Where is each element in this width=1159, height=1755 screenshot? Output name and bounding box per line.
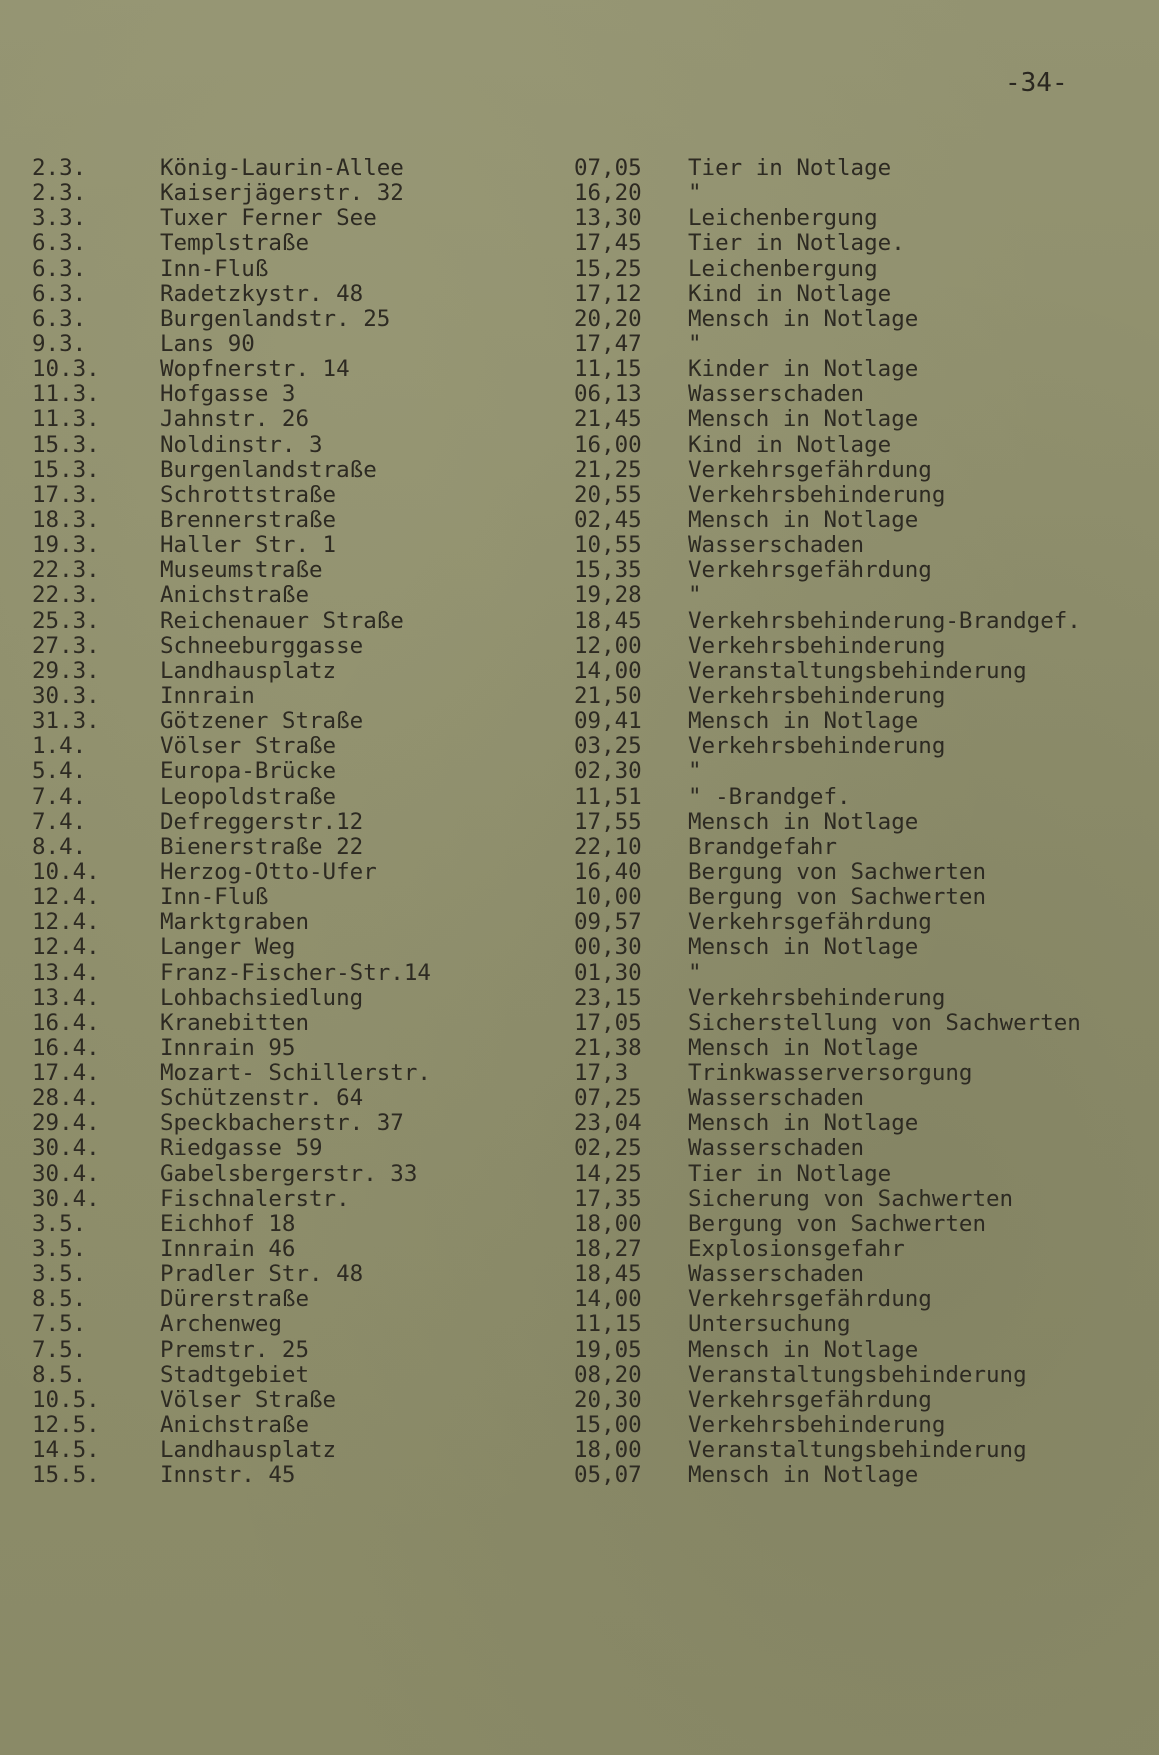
- entry-date: 16.4.: [32, 1034, 100, 1061]
- entry-date: 31.3.: [32, 708, 100, 735]
- entry-date: 28.4.: [32, 1085, 100, 1112]
- entry-date: 7.5.: [32, 1311, 87, 1338]
- log-row: [32, 156, 1142, 181]
- entry-location: Burgenlandstr. 25: [160, 305, 391, 332]
- entry-date: 12.4.: [32, 909, 100, 936]
- log-row: [32, 282, 1142, 307]
- entry-event: ": [688, 330, 702, 357]
- log-row: [32, 231, 1142, 256]
- entry-location: Bienerstraße 22: [160, 833, 364, 860]
- log-row: [32, 910, 1142, 935]
- entry-date: 3.5.: [32, 1210, 87, 1237]
- entry-event: Veranstaltungsbehinderung: [688, 1361, 1027, 1388]
- entry-event: Mensch in Notlage: [688, 305, 919, 332]
- entry-date: 13.4.: [32, 959, 100, 986]
- entry-event: Mensch in Notlage: [688, 1462, 919, 1489]
- entry-time: 18,45: [574, 1261, 642, 1288]
- entry-location: Radetzkystr. 48: [160, 280, 364, 307]
- entry-time: 17,55: [574, 808, 642, 835]
- entry-location: Riedgasse 59: [160, 1135, 323, 1162]
- entry-event: Verkehrsgefährdung: [688, 456, 932, 483]
- entry-time: 15,25: [574, 255, 642, 282]
- entry-location: Museumstraße: [160, 557, 323, 584]
- entry-location: Völser Straße: [160, 1386, 337, 1413]
- entry-date: 7.5.: [32, 1336, 87, 1363]
- entry-date: 12.4.: [32, 884, 100, 911]
- entry-event: Brandgefahr: [688, 833, 838, 860]
- entry-location: Defreggerstr.12: [160, 808, 364, 835]
- entry-event: Verkehrsgefährdung: [688, 1386, 932, 1413]
- entry-event: Wasserschaden: [688, 1135, 865, 1162]
- entry-location: Tuxer Ferner See: [160, 205, 377, 232]
- entry-date: 5.4.: [32, 758, 87, 785]
- entry-location: Premstr. 25: [160, 1336, 310, 1363]
- entry-time: 23,04: [574, 1110, 642, 1137]
- entry-event: Bergung von Sachwerten: [688, 858, 987, 885]
- entry-location: Haller Str. 1: [160, 532, 337, 559]
- entry-location: Anichstraße: [160, 1412, 310, 1439]
- entry-time: 02,30: [574, 758, 642, 785]
- entry-location: Innrain 95: [160, 1034, 296, 1061]
- entry-time: 18,45: [574, 607, 642, 634]
- entry-location: Inn-Fluß: [160, 255, 269, 282]
- entry-time: 15,00: [574, 1412, 642, 1439]
- entry-event: Wasserschaden: [688, 1085, 865, 1112]
- entry-time: 17,12: [574, 280, 642, 307]
- entry-event: Verkehrsgefährdung: [688, 557, 932, 584]
- entry-event: Verkehrsbehinderung: [688, 481, 946, 508]
- entry-event: Verkehrsgefährdung: [688, 1286, 932, 1313]
- entry-date: 3.3.: [32, 205, 87, 232]
- entry-location: Landhausplatz: [160, 1437, 337, 1464]
- entry-date: 8.5.: [32, 1361, 87, 1388]
- log-row: [32, 433, 1142, 458]
- log-row: [32, 785, 1142, 810]
- entry-event: Sicherung von Sachwerten: [688, 1185, 1014, 1212]
- entry-location: Gabelsbergerstr. 33: [160, 1160, 418, 1187]
- log-row: [32, 181, 1142, 206]
- entry-time: 08,20: [574, 1361, 642, 1388]
- entry-date: 22.3.: [32, 557, 100, 584]
- entry-time: 19,05: [574, 1336, 642, 1363]
- entry-location: Anichstraße: [160, 582, 310, 609]
- entry-date: 7.4.: [32, 808, 87, 835]
- entry-time: 18,00: [574, 1437, 642, 1464]
- entry-event: Mensch in Notlage: [688, 506, 919, 533]
- incident-log-list: [32, 156, 1142, 1488]
- entry-event: Mensch in Notlage: [688, 406, 919, 433]
- entry-location: Kaiserjägerstr. 32: [160, 180, 404, 207]
- entry-location: Fischnalerstr.: [160, 1185, 350, 1212]
- entry-time: 11,51: [574, 783, 642, 810]
- entry-date: 15.5.: [32, 1462, 100, 1489]
- entry-time: 16,40: [574, 858, 642, 885]
- log-row: [32, 1312, 1142, 1337]
- entry-time: 16,00: [574, 431, 642, 458]
- entry-location: Jahnstr. 26: [160, 406, 310, 433]
- entry-location: Eichhof 18: [160, 1210, 296, 1237]
- entry-date: 12.4.: [32, 934, 100, 961]
- entry-event: Veranstaltungsbehinderung: [688, 657, 1027, 684]
- entry-date: 16.4.: [32, 1009, 100, 1036]
- entry-event: Bergung von Sachwerten: [688, 884, 987, 911]
- entry-location: Innrain: [160, 682, 255, 709]
- entry-time: 18,00: [574, 1210, 642, 1237]
- entry-event: Tier in Notlage.: [688, 230, 905, 257]
- log-row: [32, 1061, 1142, 1086]
- log-row: [32, 483, 1142, 508]
- entry-event: Mensch in Notlage: [688, 708, 919, 735]
- entry-time: 18,27: [574, 1236, 642, 1263]
- entry-location: Europa-Brücke: [160, 758, 337, 785]
- entry-date: 8.4.: [32, 833, 87, 860]
- entry-event: Leichenbergung: [688, 205, 878, 232]
- entry-date: 15.3.: [32, 431, 100, 458]
- log-row: [32, 307, 1142, 332]
- entry-date: 10.4.: [32, 858, 100, 885]
- log-row: [32, 734, 1142, 759]
- entry-location: Mozart- Schillerstr.: [160, 1060, 431, 1087]
- entry-location: Reichenauer Straße: [160, 607, 404, 634]
- entry-event: Verkehrsbehinderung: [688, 733, 946, 760]
- entry-time: 20,55: [574, 481, 642, 508]
- entry-event: Sicherstellung von Sachwerten: [688, 1009, 1081, 1036]
- entry-event: Bergung von Sachwerten: [688, 1210, 987, 1237]
- entry-location: Dürerstraße: [160, 1286, 310, 1313]
- log-row: [32, 986, 1142, 1011]
- log-row: [32, 860, 1142, 885]
- log-row: [32, 407, 1142, 432]
- entry-date: 6.3.: [32, 305, 87, 332]
- log-row: [32, 1463, 1142, 1488]
- entry-date: 6.3.: [32, 230, 87, 257]
- entry-event: Verkehrsbehinderung: [688, 984, 946, 1011]
- entry-location: Landhausplatz: [160, 657, 337, 684]
- entry-event: Mensch in Notlage: [688, 808, 919, 835]
- entry-time: 16,20: [574, 180, 642, 207]
- entry-date: 2.3.: [32, 180, 87, 207]
- entry-location: Wopfnerstr. 14: [160, 356, 350, 383]
- entry-date: 22.3.: [32, 582, 100, 609]
- entry-time: 21,45: [574, 406, 642, 433]
- entry-time: 13,30: [574, 205, 642, 232]
- log-row: [32, 1363, 1142, 1388]
- entry-location: Marktgraben: [160, 909, 310, 936]
- entry-time: 06,13: [574, 381, 642, 408]
- entry-time: 17,05: [574, 1009, 642, 1036]
- entry-time: 17,47: [574, 330, 642, 357]
- entry-date: 3.5.: [32, 1236, 87, 1263]
- entry-location: Burgenlandstraße: [160, 456, 377, 483]
- entry-time: 03,25: [574, 733, 642, 760]
- entry-date: 11.3.: [32, 406, 100, 433]
- entry-time: 21,50: [574, 682, 642, 709]
- log-row: [32, 382, 1142, 407]
- log-row: [32, 458, 1142, 483]
- log-row: [32, 1136, 1142, 1161]
- entry-event: Wasserschaden: [688, 1261, 865, 1288]
- entry-date: 1.4.: [32, 733, 87, 760]
- entry-location: Götzener Straße: [160, 708, 364, 735]
- entry-event: ": [688, 582, 702, 609]
- entry-date: 10.5.: [32, 1386, 100, 1413]
- log-row: [32, 684, 1142, 709]
- entry-event: Verkehrsbehinderung: [688, 682, 946, 709]
- log-row: [32, 1262, 1142, 1287]
- entry-date: 6.3.: [32, 280, 87, 307]
- entry-date: 17.4.: [32, 1060, 100, 1087]
- entry-date: 6.3.: [32, 255, 87, 282]
- entry-date: 11.3.: [32, 381, 100, 408]
- entry-time: 12,00: [574, 632, 642, 659]
- log-row: [32, 885, 1142, 910]
- entry-time: 20,30: [574, 1386, 642, 1413]
- entry-event: Verkehrsbehinderung: [688, 632, 946, 659]
- entry-time: 17,45: [574, 230, 642, 257]
- entry-time: 14,25: [574, 1160, 642, 1187]
- entry-time: 22,10: [574, 833, 642, 860]
- entry-event: Tier in Notlage: [688, 155, 892, 181]
- log-row: [32, 257, 1142, 282]
- log-row: [32, 759, 1142, 784]
- log-row: [32, 1111, 1142, 1136]
- entry-time: 10,55: [574, 532, 642, 559]
- entry-time: 11,15: [574, 1311, 642, 1338]
- entry-event: Mensch in Notlage: [688, 934, 919, 961]
- entry-location: Lans 90: [160, 330, 255, 357]
- entry-time: 23,15: [574, 984, 642, 1011]
- entry-location: Innstr. 45: [160, 1462, 296, 1489]
- entry-time: 02,25: [574, 1135, 642, 1162]
- entry-time: 11,15: [574, 356, 642, 383]
- entry-date: 10.3.: [32, 356, 100, 383]
- entry-location: Franz-Fischer-Str.14: [160, 959, 431, 986]
- page-number: -34-: [1005, 68, 1068, 98]
- log-row: [32, 634, 1142, 659]
- log-row: [32, 1086, 1142, 1111]
- entry-date: 7.4.: [32, 783, 87, 810]
- entry-location: Noldinstr. 3: [160, 431, 323, 458]
- log-row: [32, 1388, 1142, 1413]
- entry-time: 20,20: [574, 305, 642, 332]
- entry-location: Leopoldstraße: [160, 783, 337, 810]
- entry-time: 07,05: [574, 155, 642, 181]
- entry-date: 14.5.: [32, 1437, 100, 1464]
- entry-event: Wasserschaden: [688, 532, 865, 559]
- entry-event: ": [688, 758, 702, 785]
- entry-date: 30.3.: [32, 682, 100, 709]
- entry-time: 21,25: [574, 456, 642, 483]
- entry-location: Völser Straße: [160, 733, 337, 760]
- entry-date: 30.4.: [32, 1135, 100, 1162]
- entry-date: 27.3.: [32, 632, 100, 659]
- entry-date: 18.3.: [32, 506, 100, 533]
- entry-time: 21,38: [574, 1034, 642, 1061]
- entry-location: Hofgasse 3: [160, 381, 296, 408]
- entry-date: 2.3.: [32, 155, 87, 181]
- entry-event: Mensch in Notlage: [688, 1336, 919, 1363]
- entry-time: 07,25: [574, 1085, 642, 1112]
- entry-location: Schrottstraße: [160, 481, 337, 508]
- entry-date: 12.5.: [32, 1412, 100, 1439]
- entry-time: 17,3: [574, 1060, 629, 1087]
- entry-location: König-Laurin-Allee: [160, 155, 404, 181]
- entry-event: ": [688, 180, 702, 207]
- entry-time: 09,57: [574, 909, 642, 936]
- log-row: [32, 206, 1142, 231]
- log-row: [32, 935, 1142, 960]
- log-row: [32, 1438, 1142, 1463]
- entry-time: 19,28: [574, 582, 642, 609]
- log-row: [32, 609, 1142, 634]
- entry-date: 30.4.: [32, 1185, 100, 1212]
- log-row: [32, 1237, 1142, 1262]
- entry-date: 29.3.: [32, 657, 100, 684]
- entry-event: Explosionsgefahr: [688, 1236, 905, 1263]
- entry-date: 8.5.: [32, 1286, 87, 1313]
- entry-time: 17,35: [574, 1185, 642, 1212]
- entry-date: 3.5.: [32, 1261, 87, 1288]
- entry-event: Verkehrsgefährdung: [688, 909, 932, 936]
- log-row: [32, 659, 1142, 684]
- entry-event: ": [688, 959, 702, 986]
- entry-date: 30.4.: [32, 1160, 100, 1187]
- log-row: [32, 709, 1142, 734]
- entry-time: 01,30: [574, 959, 642, 986]
- entry-date: 9.3.: [32, 330, 87, 357]
- entry-location: Langer Weg: [160, 934, 296, 961]
- entry-event: Wasserschaden: [688, 381, 865, 408]
- log-row: [32, 1162, 1142, 1187]
- entry-date: 15.3.: [32, 456, 100, 483]
- entry-event: Kind in Notlage: [688, 431, 892, 458]
- log-row: [32, 1187, 1142, 1212]
- entry-event: Kinder in Notlage: [688, 356, 919, 383]
- entry-date: 19.3.: [32, 532, 100, 559]
- entry-event: Untersuchung: [688, 1311, 851, 1338]
- entry-time: 15,35: [574, 557, 642, 584]
- log-row: [32, 533, 1142, 558]
- log-row: [32, 1287, 1142, 1312]
- entry-event: Mensch in Notlage: [688, 1110, 919, 1137]
- entry-location: Stadtgebiet: [160, 1361, 310, 1388]
- entry-location: Speckbacherstr. 37: [160, 1110, 404, 1137]
- entry-location: Schützenstr. 64: [160, 1085, 364, 1112]
- log-row: [32, 357, 1142, 382]
- log-row: [32, 332, 1142, 357]
- log-row: [32, 961, 1142, 986]
- log-row: [32, 583, 1142, 608]
- log-row: [32, 1338, 1142, 1363]
- log-row: [32, 1036, 1142, 1061]
- entry-event: Trinkwasserversorgung: [688, 1060, 973, 1087]
- log-row: [32, 508, 1142, 533]
- entry-time: 00,30: [574, 934, 642, 961]
- entry-date: 29.4.: [32, 1110, 100, 1137]
- entry-time: 02,45: [574, 506, 642, 533]
- entry-location: Innrain 46: [160, 1236, 296, 1263]
- entry-date: 25.3.: [32, 607, 100, 634]
- entry-location: Archenweg: [160, 1311, 282, 1338]
- entry-location: Schneeburggasse: [160, 632, 364, 659]
- entry-location: Kranebitten: [160, 1009, 310, 1036]
- log-row: [32, 1011, 1142, 1036]
- entry-time: 14,00: [574, 1286, 642, 1313]
- log-row: [32, 1212, 1142, 1237]
- entry-event: Leichenbergung: [688, 255, 878, 282]
- entry-event: Kind in Notlage: [688, 280, 892, 307]
- log-row: [32, 1413, 1142, 1438]
- entry-event: Verkehrsbehinderung-Brandgef.: [688, 607, 1081, 634]
- entry-event: Mensch in Notlage: [688, 1034, 919, 1061]
- entry-date: 17.3.: [32, 481, 100, 508]
- entry-time: 10,00: [574, 884, 642, 911]
- entry-location: Pradler Str. 48: [160, 1261, 364, 1288]
- entry-time: 14,00: [574, 657, 642, 684]
- entry-location: Lohbachsiedlung: [160, 984, 364, 1011]
- entry-event: " -Brandgef.: [688, 783, 851, 810]
- entry-date: 13.4.: [32, 984, 100, 1011]
- entry-location: Brennerstraße: [160, 506, 337, 533]
- log-row: [32, 558, 1142, 583]
- entry-location: Templstraße: [160, 230, 310, 257]
- entry-event: Verkehrsbehinderung: [688, 1412, 946, 1439]
- entry-time: 09,41: [574, 708, 642, 735]
- entry-event: Veranstaltungsbehinderung: [688, 1437, 1027, 1464]
- log-row: [32, 810, 1142, 835]
- entry-time: 05,07: [574, 1462, 642, 1489]
- log-row: [32, 835, 1142, 860]
- entry-event: Tier in Notlage: [688, 1160, 892, 1187]
- entry-location: Herzog-Otto-Ufer: [160, 858, 377, 885]
- entry-location: Inn-Fluß: [160, 884, 269, 911]
